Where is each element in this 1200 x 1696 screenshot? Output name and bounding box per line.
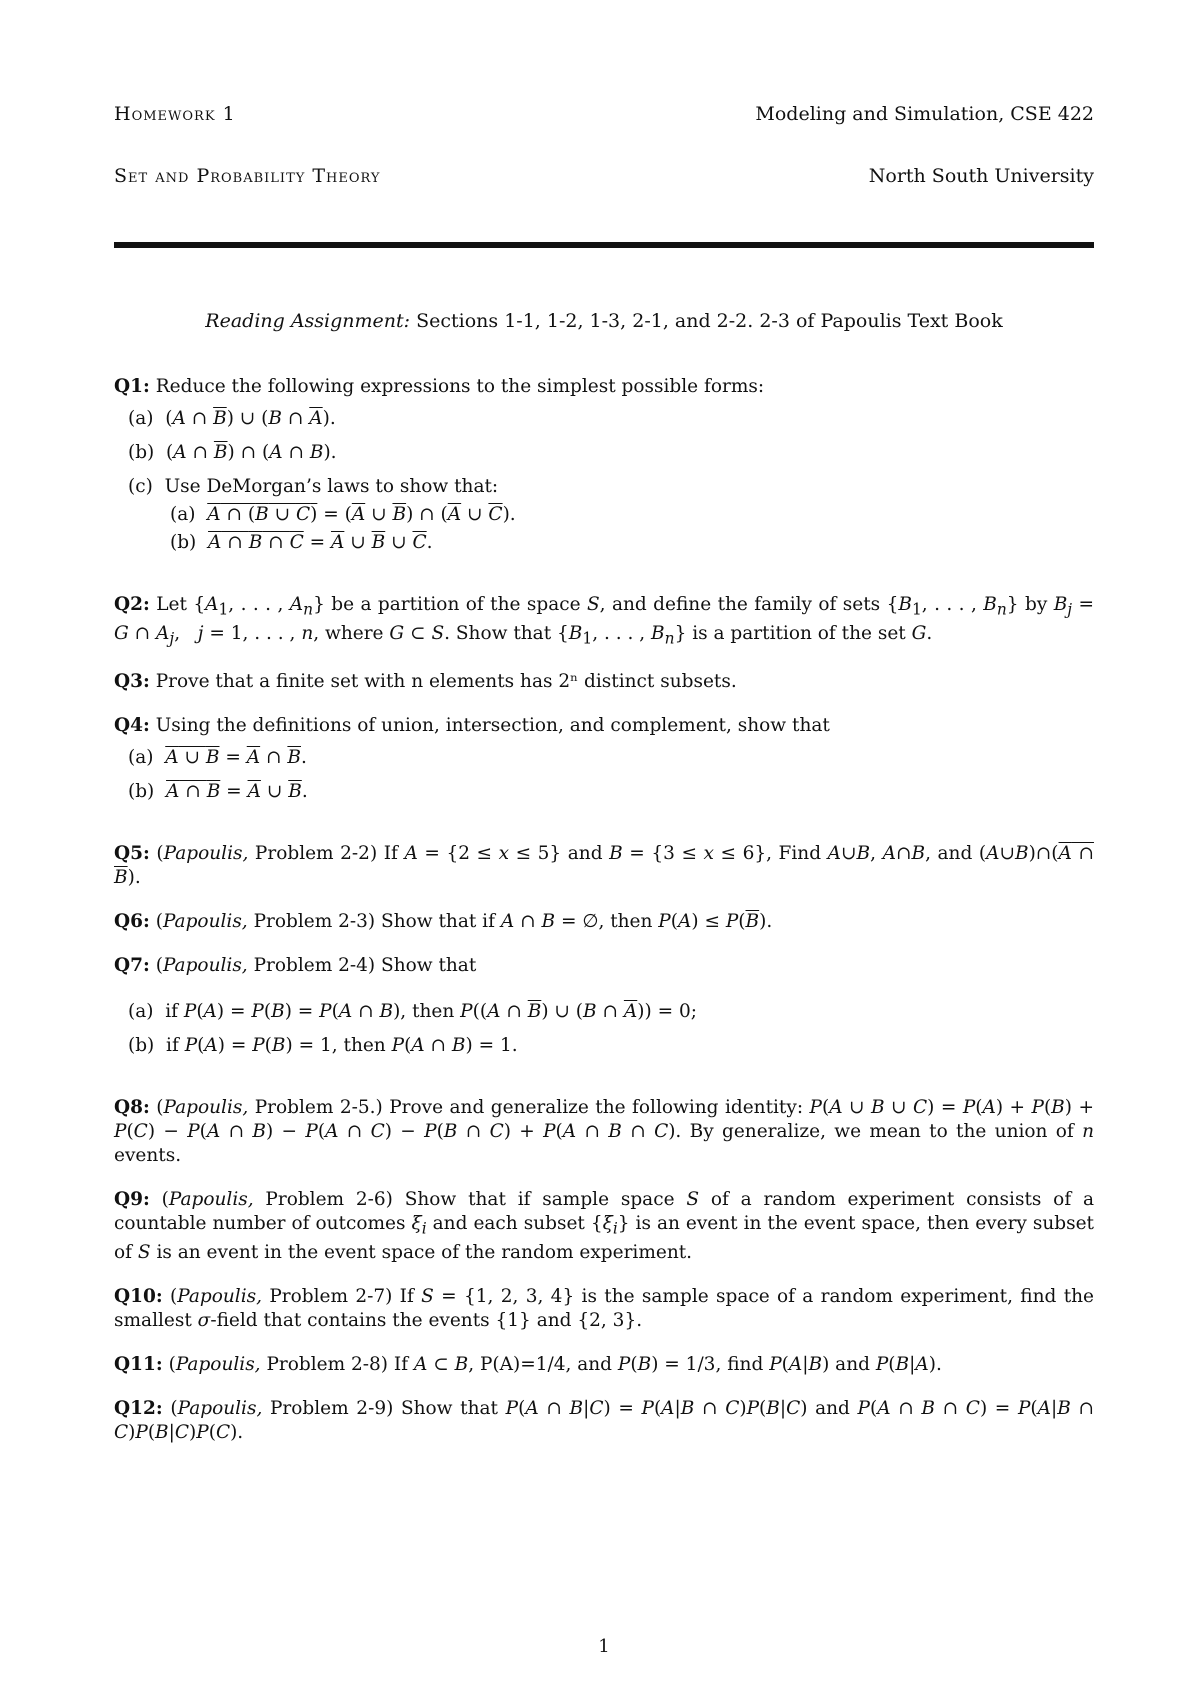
problem-ref: Problem 2-3)	[247, 911, 376, 933]
question-3	[114, 670, 1094, 694]
question-8: Q8: (Papoulis, Problem 2-5.) Prove and generalize the following identity: P(A ∪ B ∪ C) = P(A) + P(B) + P(C) − P(A ∩ B) − P(A ∩ C) − P(B ∩ C) + P(A ∩ B ∩ C). By generalize, we mean to the union of n events.	[114, 1097, 1095, 1167]
question-label: Q9:	[114, 1189, 150, 1211]
question-label: Q4:	[114, 715, 150, 737]
homework-title: Homework 1	[114, 103, 236, 125]
question-label: Q3:	[114, 671, 150, 693]
question-2: Q2: Let {$A_1$, . . . , $A_n$} be a partition of the space S, and define the family of sets {$B_1$, . . . , $B_n$} by $B_j = G$ ∩ $A_j$, j = 1, . . . , n, where G ⊂ S. Show that {$B_1$, . . . , $B_n$} is a partition of the set G.	[114, 594, 1094, 648]
question-text: Using the definitions of union, intersection, and complement, show that	[155, 715, 830, 737]
question-1-part-c: (c) Use DeMorgan’s laws to show that:	[128, 476, 499, 497]
papoulis-ref: Papoulis,	[177, 1286, 262, 1308]
question-10: Q10: (Papoulis, Problem 2-7) If S = {1, 2, 3, 4} is the sample space of a random experiment, find the smallest σ-field that contains the events {1} and {2, 3}.	[114, 1286, 1094, 1332]
problem-ref: Problem 2-4) Show that	[247, 955, 477, 977]
papoulis-ref: Papoulis,	[162, 955, 248, 977]
problem-ref: Problem 2-2)	[248, 843, 378, 865]
question-1-part-c-b: (b) A ∩ B ∩ $C = \overline{A}$ ∪ $\overline{B}$ ∪ $\overline{C}$.	[170, 532, 433, 553]
question-4	[114, 714, 1094, 806]
university-name: North South University	[868, 165, 1094, 187]
problem-ref: Problem 2-8)	[260, 1354, 389, 1376]
question-1	[114, 375, 1094, 557]
question-6: Q6: (Papoulis, Problem 2-3) Show that if A ∩ B = ∅, then $P(A) \le P(\overline{B})$.	[114, 911, 773, 933]
problem-ref: Problem 2-9)	[262, 1398, 394, 1420]
reading-text: Sections 1-1, 1-2, 1-3, 2-1, and 2-2. 2-3 of Papoulis Text Book	[410, 310, 1003, 332]
question-text: Prove that a finite set with n elements has 2ⁿ distinct subsets.	[155, 671, 737, 693]
question-label: Q2:	[114, 594, 150, 615]
question-12: Q12: (Papoulis, Problem 2-9) Show that P(A ∩ B|C) = P(A|B ∩ C)P(B|C) and P(A ∩ B ∩ C) = P(A|B ∩ C)P(B|C)P(C).	[114, 1398, 1094, 1444]
problem-ref: Problem 2-5.)	[248, 1097, 383, 1119]
papoulis-ref: Papoulis,	[162, 911, 248, 933]
question-9: Q9: (Papoulis, Problem 2-6) Show that if sample space S of a random experiment consists of a countable number of outcomes $\xi_i$ and each subset $\{\xi_i\}$ is an event in the event space, then every subset of S is an event in the event space of the random experiment.	[114, 1189, 1094, 1264]
question-7-part-b: (b) if P(A) = P(B) = 1, then P(A ∩ B) = 1.	[128, 1035, 518, 1057]
papoulis-ref: Papoulis,	[177, 1398, 263, 1420]
papoulis-ref: Papoulis,	[168, 1189, 254, 1211]
papoulis-ref: Papoulis,	[175, 1354, 261, 1376]
homework-page	[114, 0, 1094, 1696]
question-4-part-a: (a) A ∪ $B = \overline{A}$ ∩ $\overline{B}$.	[128, 747, 307, 769]
question-7-part-a: (a) if P(A) = P(B) = P(A ∩ B), then P((A ∩ $\overline{B}$) ∪ (B ∩ $\overline{A})) = 0$;	[128, 1001, 697, 1023]
course-name: Modeling and Simulation, CSE 422	[755, 103, 1094, 125]
question-label: Q1:	[114, 376, 150, 397]
question-4-part-b: (b) A ∩ $B = \overline{A}$ ∪ $\overline{B}$.	[128, 781, 308, 803]
question-7: Q7: (Papoulis, Problem 2-4) Show that (a) if P(A) = P(B) = P(A ∩ B), then P((A ∩ $\overline{B}$) ∪ (B ∩ $\overline{A})) = 0$; (b) if P(A) = P(B) = 1, then P(A ∩ B) = 1.	[114, 954, 1094, 1060]
page-number: 1	[598, 1636, 610, 1657]
question-label: Q5:	[114, 843, 150, 865]
reading-label: Reading Assignment:	[205, 310, 411, 332]
question-1-part-c-a: (a) A ∩ (B ∪ $C) = (\overline{A}$ ∪ $\overline{B}$) ∩ ($\overline{A}$ ∪ $\overline{C}$).	[170, 504, 516, 525]
header-rule	[114, 242, 1094, 248]
papoulis-ref: Papoulis,	[163, 1097, 249, 1119]
question-label: Q6:	[114, 911, 150, 933]
question-list	[114, 375, 1094, 1465]
question-text: Reduce the following expressions to the simplest possible forms:	[155, 376, 765, 397]
question-label: Q7:	[114, 955, 150, 977]
demorgan-text: Use DeMorgan’s laws to show that:	[164, 476, 499, 497]
question-1-part-a: (a) (A ∩ $\overline{B}$) ∪ (B ∩ $\overline{A}$).	[128, 408, 336, 429]
problem-ref: Problem 2-7)	[262, 1286, 393, 1308]
question-11: Q11: (Papoulis, Problem 2-8) If A ⊂ B, P(A)=1/4, and P(B) = 1/3, find P(A|B) and P(B|A).	[114, 1354, 942, 1376]
question-label: Q8:	[114, 1097, 150, 1119]
question-1-part-b: (b) (A ∩ $\overline{B}$) ∩ (A ∩ B).	[128, 442, 337, 463]
reading-assignment	[114, 310, 1094, 332]
papoulis-ref: Papoulis,	[163, 843, 249, 865]
question-label: Q10:	[114, 1286, 163, 1308]
question-label: Q12:	[114, 1398, 163, 1420]
problem-ref: Problem 2-6)	[253, 1189, 393, 1211]
topic-title: Set and Probability Theory	[114, 165, 381, 187]
question-5: Q5: (Papoulis, Problem 2-2) If A = {2 ≤ x ≤ 5} and B = {3 ≤ x ≤ 6}, Find A∪B, A∩B, and (A∪B)∩(A ∩ B).	[114, 843, 1094, 889]
question-label: Q11:	[114, 1354, 163, 1376]
